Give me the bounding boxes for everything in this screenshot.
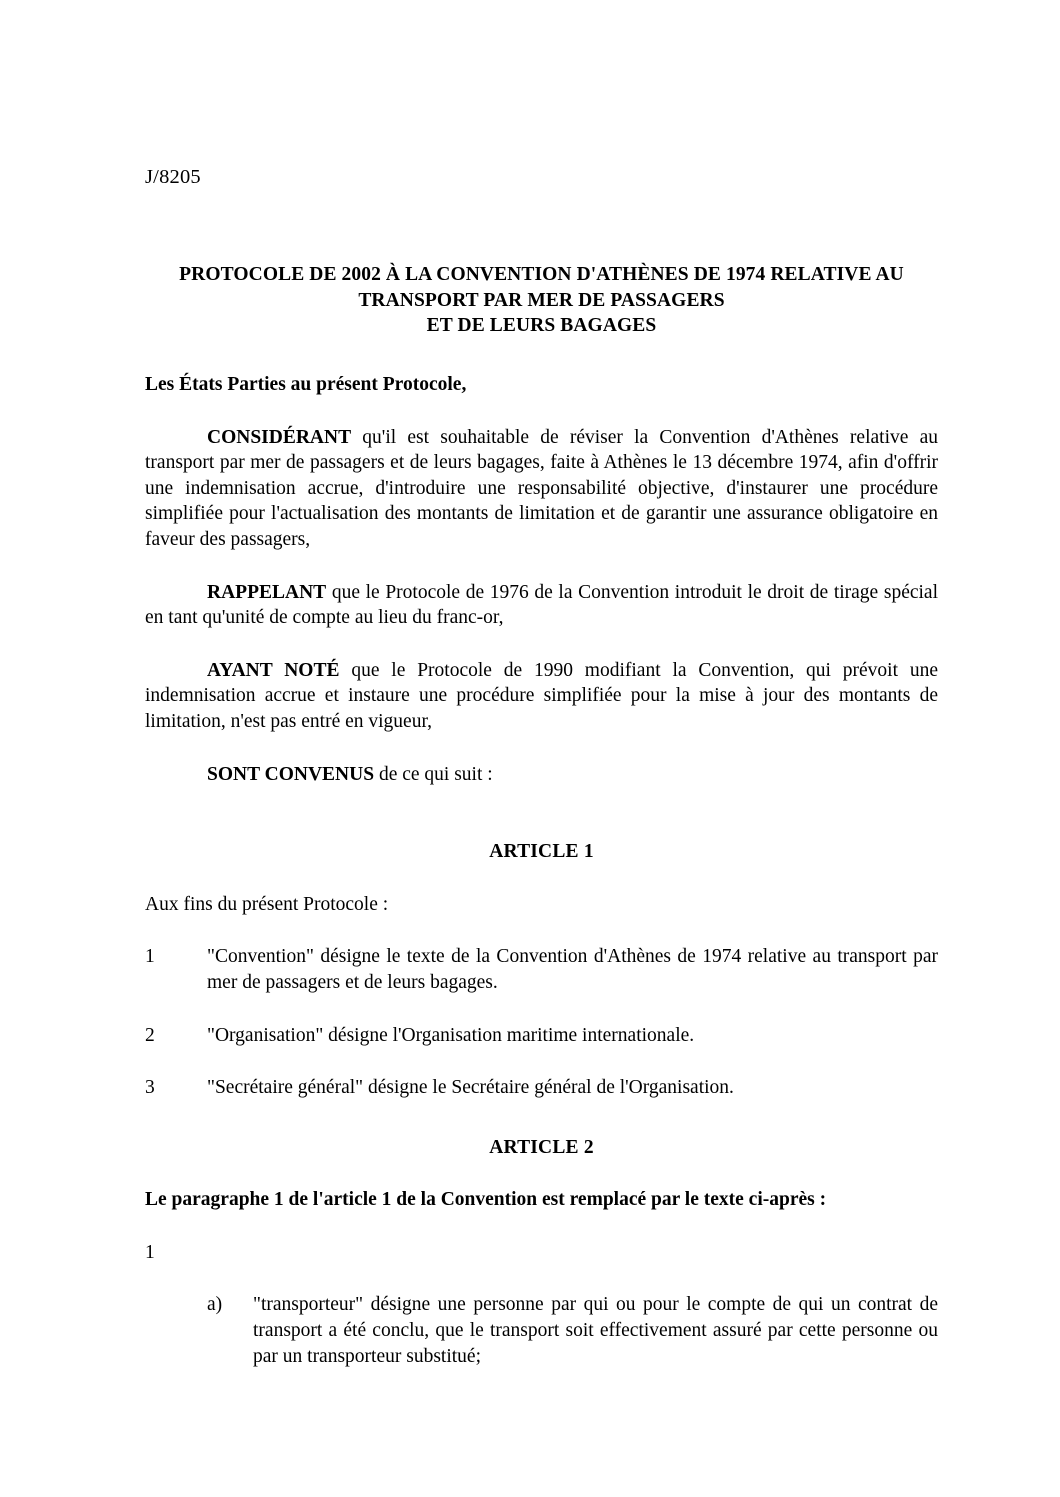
recital-considerant	[145, 425, 938, 553]
document-title	[165, 262, 918, 339]
recital-text-considerant: qu'il est souhaitable de réviser la Convention d'Athènes relative au transport par mer de passagers et de leurs bagages, faite à Athènes le 13 décembre 1974, afin d'offrir une indemnisation accrue, d'introduire une responsabilité objective, d'instaurer une procédure simplifiée pour l'actualisation des montants de limitation et de garantir une assurance obligatoire en faveur des passagers,	[145, 426, 938, 550]
article-1-item-1	[145, 944, 938, 995]
recital-text-rappelant: que le Protocole de 1976 de la Convention introduit le droit de tirage spécial en tant qu'unité de compte au lieu du franc-or,	[145, 581, 938, 629]
document-title-line-1: PROTOCOLE DE 2002 À LA CONVENTION D'ATHÈNES DE 1974 RELATIVE AU	[179, 264, 904, 285]
article-2-paragraph-number: 1	[145, 1241, 155, 1263]
article-2-sub-item-a-text: "transporteur" désigne une personne par qui ou pour le compte de qui un contrat de transport a été conclu, que le transport soit effectivement assuré par cette personne ou par un transporteur substitué;	[253, 1294, 938, 1367]
article-1-item-1-text: "Convention" désigne le texte de la Convention d'Athènes de 1974 relative au transport par mer de passagers et de leurs bagages.	[207, 946, 938, 993]
article-2-sub-item-a	[207, 1292, 938, 1369]
article-1-item-1-marker: 1	[145, 946, 155, 968]
recital-keyword-considerant: CONSIDÉRANT	[207, 426, 352, 448]
document-title-line-3: ET DE LEURS BAGAGES	[426, 315, 657, 336]
article-1-item-3-marker: 3	[145, 1077, 155, 1099]
article-1-item-2-text: "Organisation" désigne l'Organisation maritime internationale.	[207, 1024, 695, 1046]
article-1-item-3	[145, 1075, 938, 1101]
article-1-item-2-marker: 2	[145, 1024, 155, 1046]
article-1-item-3-text: "Secrétaire général" désigne le Secrétaire général de l'Organisation.	[207, 1077, 734, 1099]
document-body	[145, 372, 938, 1369]
recital-ayant-note	[145, 658, 938, 735]
article-1-heading: ARTICLE 1	[489, 841, 594, 863]
document-title-line-2: TRANSPORT PAR MER DE PASSAGERS	[358, 289, 725, 311]
article-1-intro: Aux fins du présent Protocole :	[145, 893, 389, 915]
article-2-sub-item-a-marker: a)	[207, 1294, 223, 1316]
recital-keyword-rappelant: RAPPELANT	[207, 581, 327, 603]
recital-text-ayant-note: que le Protocole de 1990 modifiant la Convention, qui prévoit une indemnisation accrue et instaure une procédure simplifiée pour la mise à jour des montants de limitation, n'est pas entré en vigueur,	[145, 659, 938, 732]
article-2-heading: ARTICLE 2	[489, 1136, 594, 1158]
recital-sont-convenus	[145, 762, 938, 788]
preamble-salutation: Les États Parties au présent Protocole,	[145, 374, 467, 395]
document-number: J/8205	[145, 166, 201, 188]
article-1-item-2	[145, 1023, 938, 1049]
recital-text-sont-convenus: de ce qui suit :	[374, 763, 493, 785]
recital-keyword-ayant-note: AYANT NOTÉ	[207, 659, 340, 681]
recital-keyword-sont-convenus: SONT CONVENUS	[207, 763, 375, 785]
article-2-intro: Le paragraphe 1 de l'article 1 de la Convention est remplacé par le texte ci-après :	[145, 1189, 827, 1211]
recital-rappelant	[145, 580, 938, 631]
